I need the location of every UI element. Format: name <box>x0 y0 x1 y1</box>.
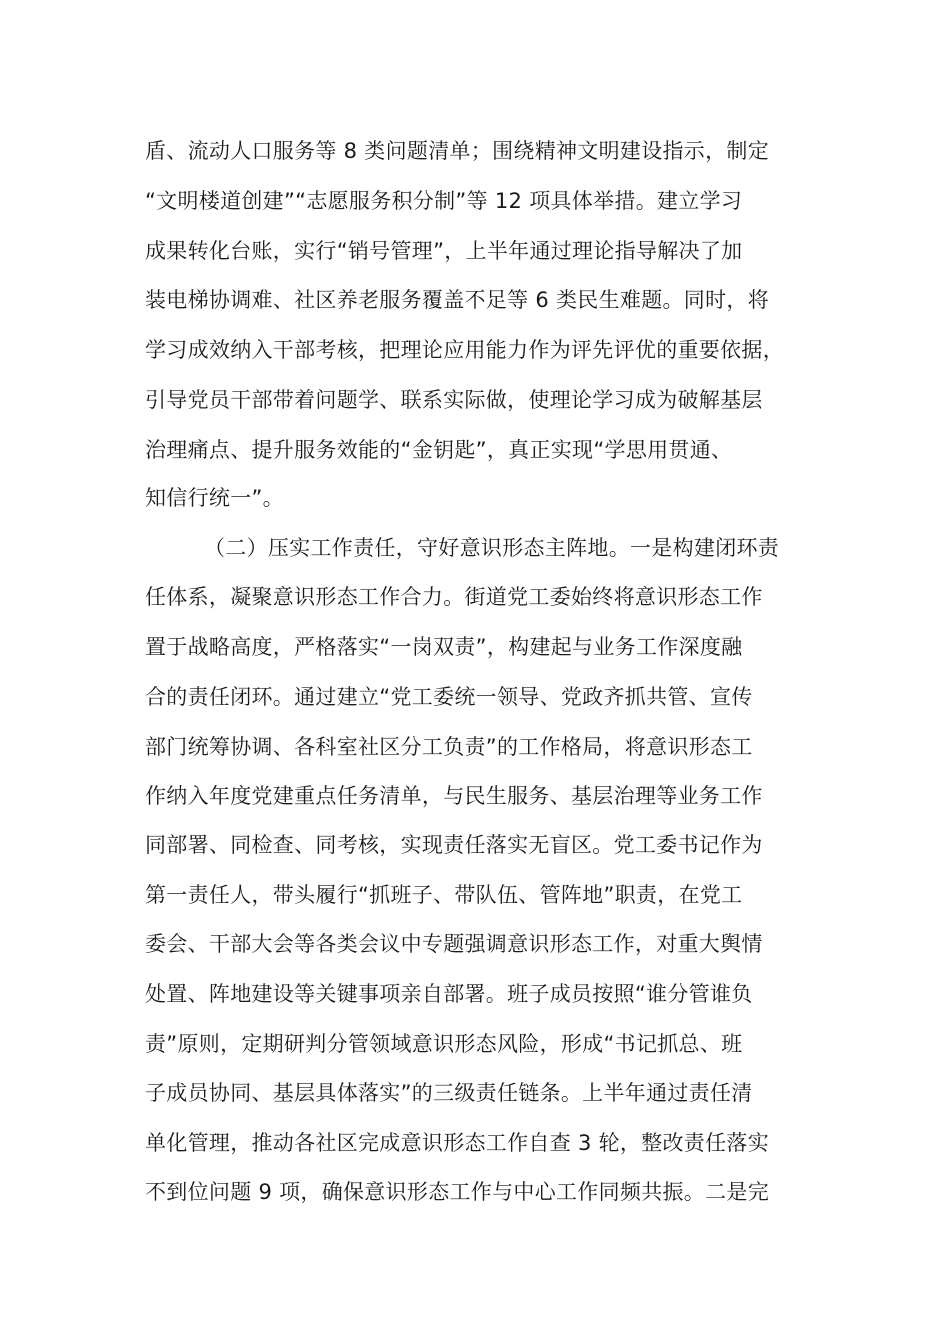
text-line-8: 知信行统一”。 <box>145 486 284 510</box>
text-line-16: 第一责任人，带头履行“抓班子、带队伍、管阵地”职责，在党工 <box>145 883 743 907</box>
text-line-22: 不到位问题 9 项，确保意识形态工作与中心工作同频共振。二是完 <box>145 1180 770 1204</box>
text-line-14: 作纳入年度党建重点任务清单，与民生服务、基层治理等业务工作 <box>145 784 763 808</box>
text-line-19: 责”原则，定期研判分管领域意识形态风险，形成“书记抓总、班 <box>145 1032 743 1056</box>
text-line-12: 合的责任闭环。通过建立“党工委统一领导、党政齐抓共管、宣传 <box>145 685 753 709</box>
text-line-21: 单化管理，推动各社区完成意识形态工作自查 3 轮，整改责任落实 <box>145 1131 770 1155</box>
text-line-18: 处置、阵地建设等关键事项亲自部署。班子成员按照“谁分管谁负 <box>145 982 753 1006</box>
text-line-1: 盾、流动人口服务等 8 类问题清单；围绕精神文明建设指示，制定 <box>145 139 770 163</box>
section-heading-line: （二）压实工作责任，守好意识形态主阵地。一是构建闭环责 <box>204 536 780 560</box>
text-line-15: 同部署、同检查、同考核，实现责任落实无盲区。党工委书记作为 <box>145 833 763 857</box>
text-line-3: 成果转化台账，实行“销号管理”，上半年通过理论指导解决了加 <box>145 239 743 263</box>
text-line-6: 引导党员干部带着问题学、联系实际做，使理论学习成为破解基层 <box>145 388 763 412</box>
text-line-11: 置于战略高度，严格落实“一岗双责”，构建起与业务工作深度融 <box>145 635 743 659</box>
text-line-10: 任体系，凝聚意识形态工作合力。街道党工委始终将意识形态工作 <box>145 585 763 609</box>
text-line-17: 委会、干部大会等各类会议中专题强调意识形态工作，对重大舆情 <box>145 932 763 956</box>
text-line-2: “文明楼道创建”“志愿服务积分制”等 12 项具体举措。建立学习 <box>145 189 743 213</box>
text-line-13: 部门统筹协调、各科室社区分工负责”的工作格局，将意识形态工 <box>145 735 753 759</box>
text-line-20: 子成员协同、基层具体落实”的三级责任链条。上半年通过责任清 <box>145 1081 753 1105</box>
text-line-4: 装电梯协调难、社区养老服务覆盖不足等 6 类民生难题。同时，将 <box>145 288 770 312</box>
text-line-5: 学习成效纳入干部考核，把理论应用能力作为评先评优的重要依据， <box>145 338 784 362</box>
text-line-7: 治理痛点、提升服务效能的“金钥匙”，真正实现“学思用贯通、 <box>145 438 733 462</box>
